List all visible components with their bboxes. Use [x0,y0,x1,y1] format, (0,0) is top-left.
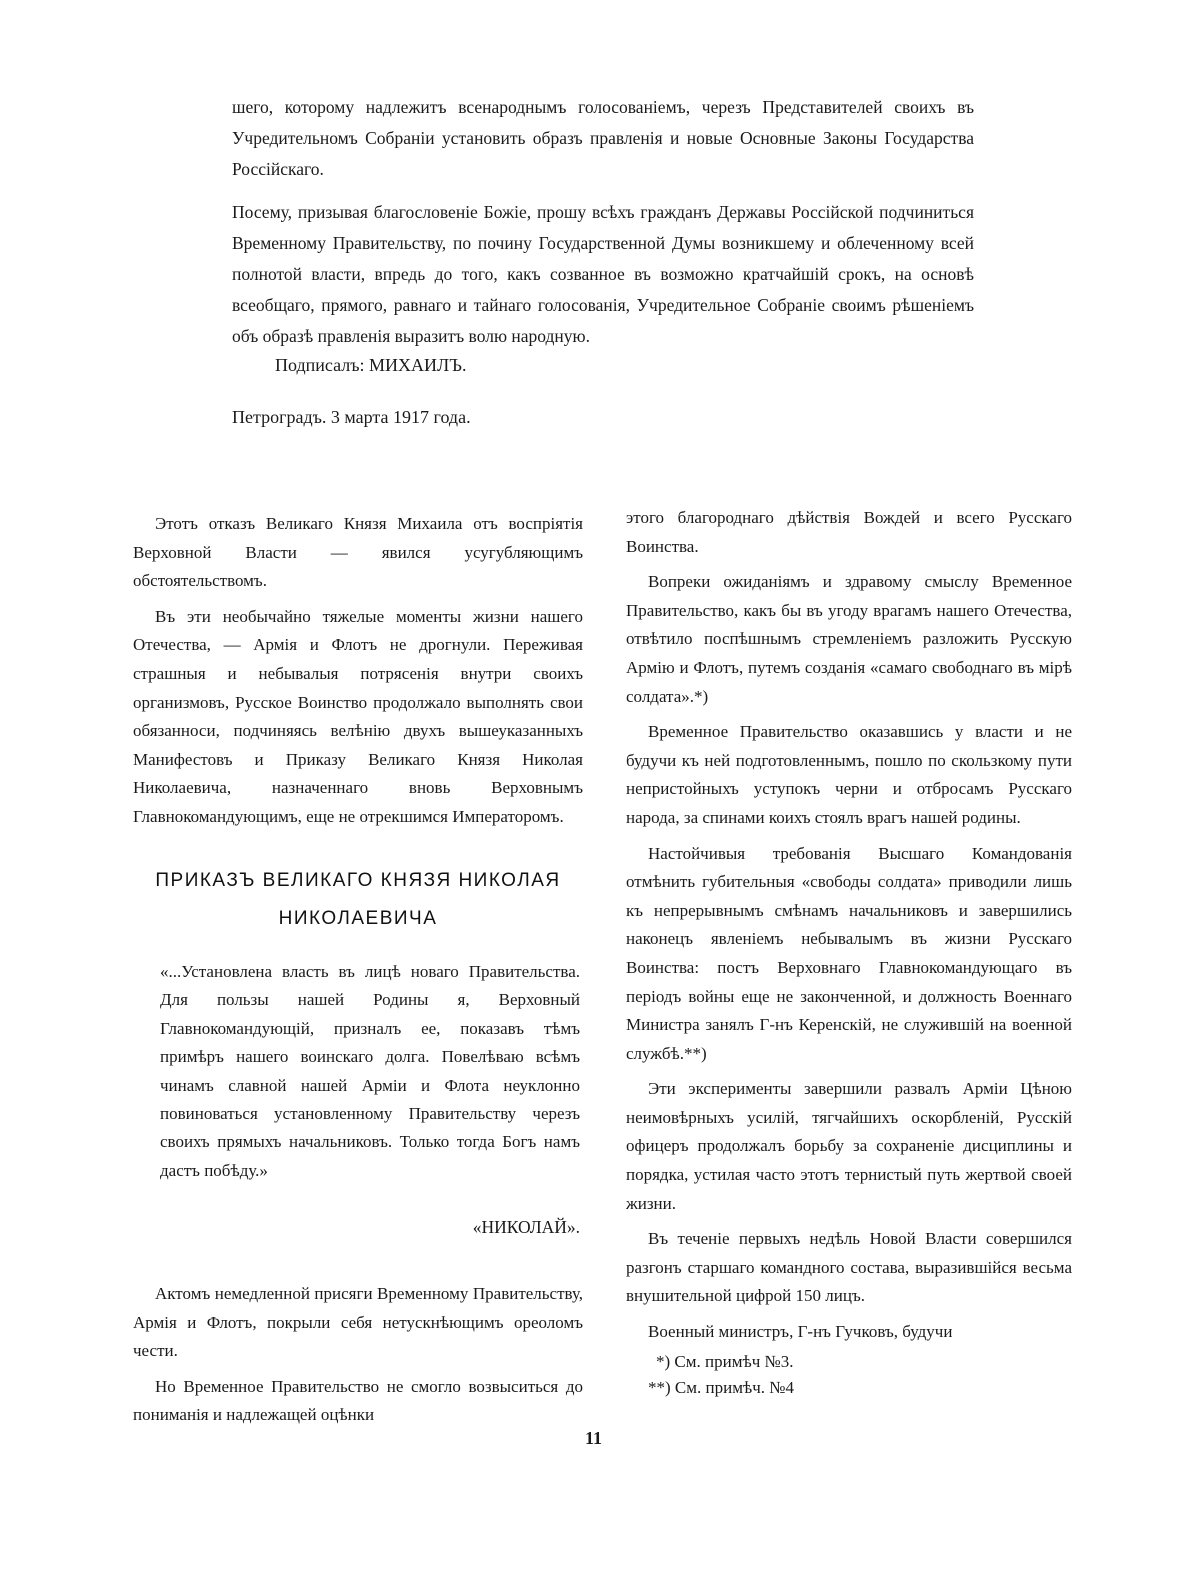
right-paragraph-6: Военный министръ, Г-нъ Гучковъ, будучи [648,1322,953,1342]
manifesto-conclusion [232,92,974,352]
left-paragraph-2: Въ эти необычайно тяжелые моменты жизни нашего Отечества, — Армія и Флотъ не дрогнули. Переживая страшныя и небывалыя потрясенія внутри своихъ организмовъ, Русское Воинство продолжало выполнять свои обязанноси, подчиняясь велѣнію двухъ вышеуказанныхъ Манифестовъ и Приказу Великаго Князя Николая Николаевича, назначеннаго вновь Верховнымъ Главнокомандующимъ, еще не отрекшимся Императоромъ. [133,606,583,826]
manifesto-signature: Подписалъ: МИХАИЛЪ. [275,355,467,375]
left-column [133,510,583,839]
manifesto-date: Петроградъ. 3 марта 1917 года. [232,407,471,427]
order-heading-line-1: ПРИКАЗЪ ВЕЛИКАГО КНЯЗЯ НИКОЛАЯ [155,870,561,891]
right-paragraph-2: Временное Правительство оказавшись у власти и не будучи къ ней подготовленнымъ, пошло по скользкому пути непристойныхъ уступокъ черни и отбросамъ Русскаго народа, за спинами коихъ стоялъ врагъ нашей родины. [626,722,1072,827]
left-paragraph-3: Актомъ немедленной присяги Временному Правительству, Армія и Флотъ, покрыли себя нетускнѣющимъ ореоломъ чести. [133,1284,583,1361]
footnote-1: *) См. примѣч №3. [656,1352,794,1371]
right-paragraph-0: этого благороднаго дѣйствія Вождей и всего Русскаго Воинства. [626,508,1072,556]
right-paragraph-5: Въ теченіе первыхъ недѣль Новой Власти совершился разгонъ старшаго командного состава, выразившійся весьма внушительной цифрой 150 лицъ. [626,1229,1072,1306]
left-paragraph-1: Этотъ отказъ Великаго Князя Михаила отъ воспріятія Верховной Власти — явился усугубляющимъ обстоятельствомъ. [133,514,583,591]
order-quote: «...Установлена власть въ лицѣ новаго Правительства. Для пользы нашей Родины я, Верховный Главнокомандующій, призналъ ее, показавъ тѣмъ примѣръ нашего воинскаго долга. Повелѣваю всѣмъ чинамъ славной нашей Арміи и Флота неуклонно повиноваться установленному Правительству черезъ своихъ прямыхъ начальниковъ. Только тогда Богъ намъ дастъ побѣду.» [160,962,580,1180]
left-column-continued [133,1280,583,1437]
right-paragraph-4: Эти эксперименты завершили развалъ Арміи Цѣною неимовѣрныхъ усилій, тягчайшихъ оскорбленій, Русскій офицеръ продолжалъ борьбу за сохраненіе дисциплины и порядка, устилая часто этотъ тернистый путь жертвой своей жизни. [626,1079,1072,1213]
manifesto-paragraph-2: Посему, призывая благословеніе Божіе, прошу всѣхъ гражданъ Державы Россійской подчиниться Временному Правительству, по почину Государственной Думы возникшему и облеченному всей полнотой власти, впредь до того, какъ созванное въ возможно кратчайшій срокъ, на основѣ всеобщаго, прямого, равнаго и тайнаго голосованія, Учредительное Собраніе своимъ рѣшеніемъ объ образѣ правленія выразитъ волю народную. [232,202,974,346]
page-number: 11 [585,1428,603,1448]
left-paragraph-4: Но Временное Правительство не смогло возвыситься до пониманія и надлежащей оцѣнки [133,1376,583,1425]
order-signature: «НИКОЛАЙ». [472,1217,580,1237]
manifesto-paragraph-1: шего, которому надлежитъ всенароднымъ голосованіемъ, черезъ Представителей своихъ въ Учредительномъ Собраніи установить образъ правленія и новые Основные Законы Государства Россійскаго. [232,97,974,179]
right-paragraph-3: Настойчивыя требованія Высшаго Командованія отмѣнить губительныя «свободы солдата» приводили лишь къ непрерывнымъ смѣнамъ начальниковъ и завершились наконецъ явленіемъ небывалымъ въ жизни Русскаго Воинства: постъ Верховнаго Главнокомандующаго въ періодъ войны еще не законченной, и должность Военнаго Министра занялъ Г-нъ Керенскій, не служившій на военной службѣ.**) [626,843,1072,1063]
right-paragraph-1: Вопреки ожиданіямъ и здравому смыслу Временное Правительство, какъ бы въ угоду врагамъ нашего Отечества, отвѣтило поспѣшнымъ стремленіемъ разложить Русскую Армію и Флотъ, путемъ созданія «самаго свободнаго въ мірѣ солдата».*) [626,572,1072,706]
order-heading-line-2: НИКОЛАЕВИЧА [278,908,438,929]
footnote-2: **) См. примѣч. №4 [648,1378,794,1397]
right-column [626,504,1072,1354]
